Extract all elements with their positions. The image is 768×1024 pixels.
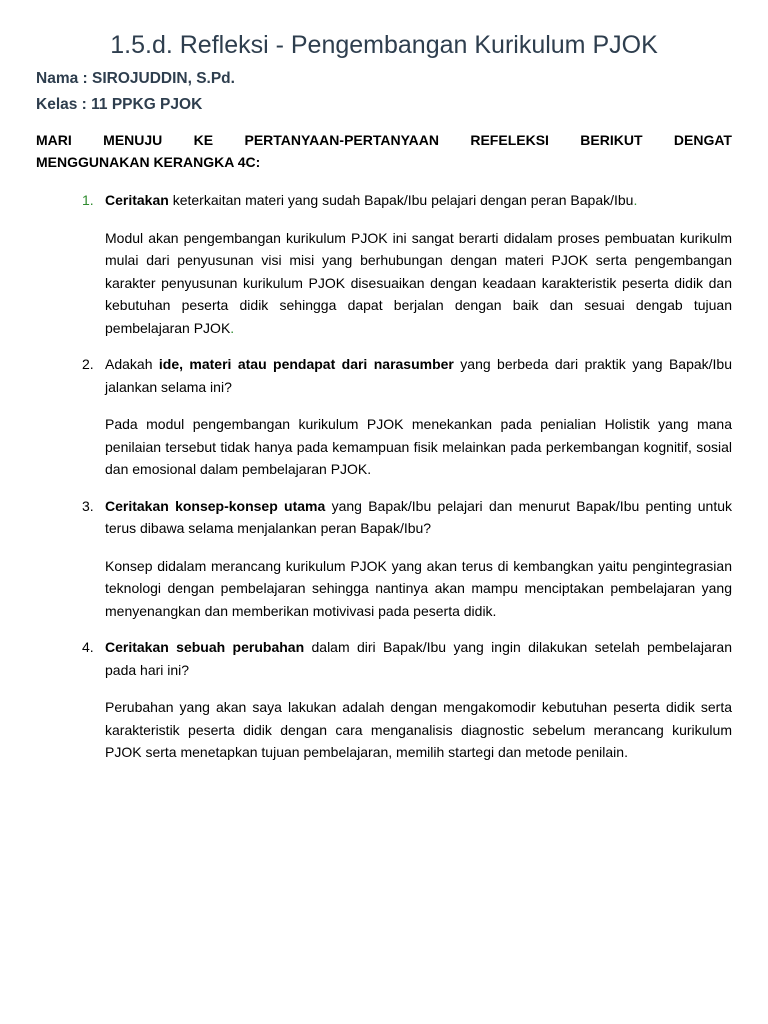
question-bold: Ceritakan sebuah perubahan <box>105 639 305 655</box>
question-list <box>36 189 732 764</box>
question-item-4 <box>36 636 732 764</box>
question-item-3 <box>36 495 732 623</box>
question-text <box>105 495 732 540</box>
author-name: Nama : SIROJUDDIN, S.Pd. <box>36 70 235 87</box>
question-rest: dalam diri Bapak/Ibu yang ingin dilakukan setelah pembelajaran pada hari ini? <box>105 639 732 678</box>
class-label: Kelas : 11 PPKG PJOK <box>36 96 203 113</box>
question-text <box>105 189 732 212</box>
answer-text: Pada modul pengembangan kurikulum PJOK menekankan pada penialian Holistik yang mana penilaian tersebut tidak hanya pada kemampuan fisik melainkan pada perkembangan kognitif, sosial dan emosional dalam pembelajaran PJOK. <box>105 416 732 477</box>
question-number: 4. <box>82 639 94 655</box>
question-number: 2. <box>82 356 94 372</box>
question-pre: Adakah <box>105 356 159 372</box>
page-title: 1.5.d. Refleksi - Pengembangan Kurikulum PJOK <box>110 31 658 59</box>
intro-line-1: MARI MENUJU KE PERTANYAAN-PERTANYAAN REFELEKSI BERIKUT DENGAT <box>36 132 732 148</box>
question-number: 1. <box>82 192 94 208</box>
intro-line-2: MENGGUNAKAN KERANGKA 4C: <box>36 154 261 170</box>
question-end-mark: . <box>633 192 638 208</box>
question-item-1 <box>36 189 732 339</box>
question-rest: yang berbeda dari praktik yang Bapak/Ibu jalankan selama ini? <box>105 356 733 395</box>
question-rest: keterkaitan materi yang sudah Bapak/Ibu pelajari dengan peran Bapak/Ibu <box>168 192 634 208</box>
question-text <box>105 636 732 681</box>
question-item-2 <box>36 353 732 481</box>
question-bold: Ceritakan <box>105 192 169 208</box>
answer-text: Konsep didalam merancang kurikulum PJOK yang akan terus di kembangkan yaitu pengintegrasian teknologi dengan pembelajaran sehingga nantinya akan mampu menciptakan pembelajaran yang menyenangkan dan memberikan motivivasi pada peserta didik. <box>105 557 732 619</box>
answer-body: Modul akan pengembangan kurikulum PJOK ini sangat berarti didalam proses pembuatan kurikulm mulai dari penyusunan visi misi yang berhubungan dengan materi PJOK serta pengembangan karakter penyusunan kurikulum PJOK disesuaikan dengan keadaan karakteristik peserta didik dan kebutuhan peserta didik sehingga dapat berjalan dengan baik dan sesuai dengab tujuan pembelajaran PJOK <box>105 229 732 336</box>
question-number: 3. <box>82 497 94 514</box>
question-bold: ide, materi atau pendapat dari narasumber <box>158 356 454 372</box>
question-text <box>105 353 732 398</box>
answer-text: Perubahan yang akan saya lakukan adalah dengan mengakomodir kebutuhan peserta didik serta karakteristik peserta didik dengan cara menganalisis diagnostic sebelum merancang kurikulum PJOK serta menetapkan tujuan pembelajaran, memilih startegi dan metode penilain. <box>105 699 732 760</box>
question-rest: yang Bapak/Ibu pelajari dan menurut Bapak/Ibu penting untuk terus dibawa selama menjalankan peran Bapak/Ibu? <box>105 497 733 536</box>
question-bold: Ceritakan konsep-konsep utama <box>105 497 326 514</box>
answer-text <box>105 227 732 340</box>
answer-end-mark: . <box>230 319 235 336</box>
intro-heading <box>36 129 732 173</box>
